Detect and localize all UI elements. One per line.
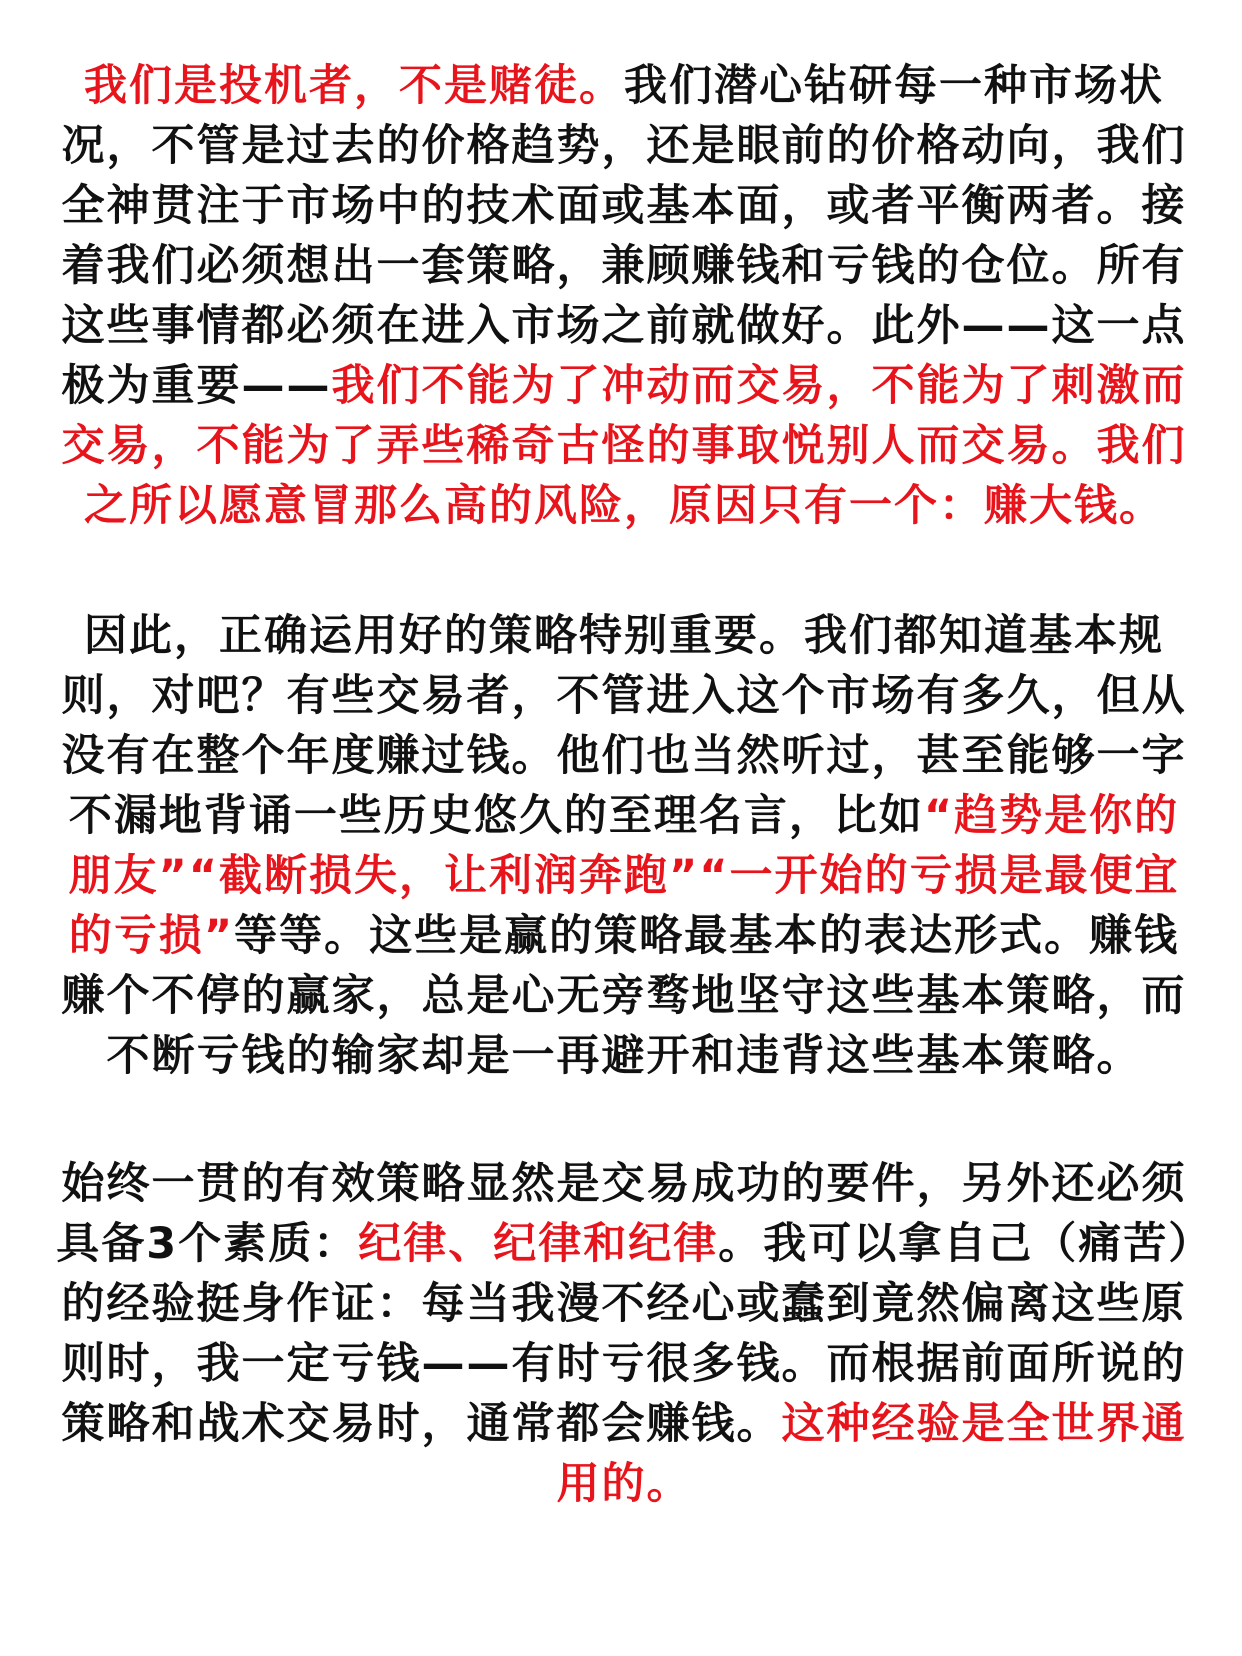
body-text: 因此，正确运用好的策略特别重要。我们都知道基本规则，对吧？有些交易者，不管进入这个市场有多久，但从没有在整个年度赚过钱。他们也当然听过，甚至能够一字不漏地背诵一些历史悠久的至理名言，比如 [61,611,1187,841]
highlight-text: 这种经验是全世界通用的。 [556,1399,1187,1509]
highlight-text: “趋势是你的朋友”“截断损失，让利润奔跑”“一开始的亏损是最便宜的亏损” [68,791,1180,961]
paragraph-3 [52,1154,1196,1514]
paragraph-spacer [52,1086,1196,1154]
highlight-text: 纪律、纪律和纪律 [358,1219,719,1269]
paragraph-2 [52,606,1196,1086]
highlight-text: 我们是投机者，不是赌徒。 [84,61,624,111]
body-text: 。我可以拿自己（痛苦）的经验挺身作证：每当我漫不经心或蠢到竟然偏离这些原则时，我一定亏钱——有时亏很多钱。而根据前面所说的策略和战术交易时，通常都会赚钱。 [61,1219,1192,1449]
body-text: 等等。这些是赢的策略最基本的表达形式。赚钱赚个不停的赢家，总是心无旁骛地坚守这些基本策略，而不断亏钱的输家却是一再避开和违背这些基本策略。 [61,911,1187,1081]
highlight-text: 我们不能为了冲动而交易，不能为了刺激而交易，不能为了弄些稀奇古怪的事取悦别人而交易。我们之所以愿意冒那么高的风险，原因只有一个：赚大钱。 [61,361,1187,531]
paragraph-spacer [52,536,1196,606]
paragraph-1 [52,56,1196,536]
body-text: 始终一贯的有效策略显然是交易成功的要件，另外还必须具备3个素质： [56,1159,1187,1269]
body-text: 我们潜心钻研每一种市场状况，不管是过去的价格趋势，还是眼前的价格动向，我们全神贯注于市场中的技术面或基本面，或者平衡两者。接着我们必须想出一套策略，兼顾赚钱和亏钱的仓位。所有这些事情都必须在进入市场之前就做好。此外——这一点极为重要—— [61,61,1187,411]
